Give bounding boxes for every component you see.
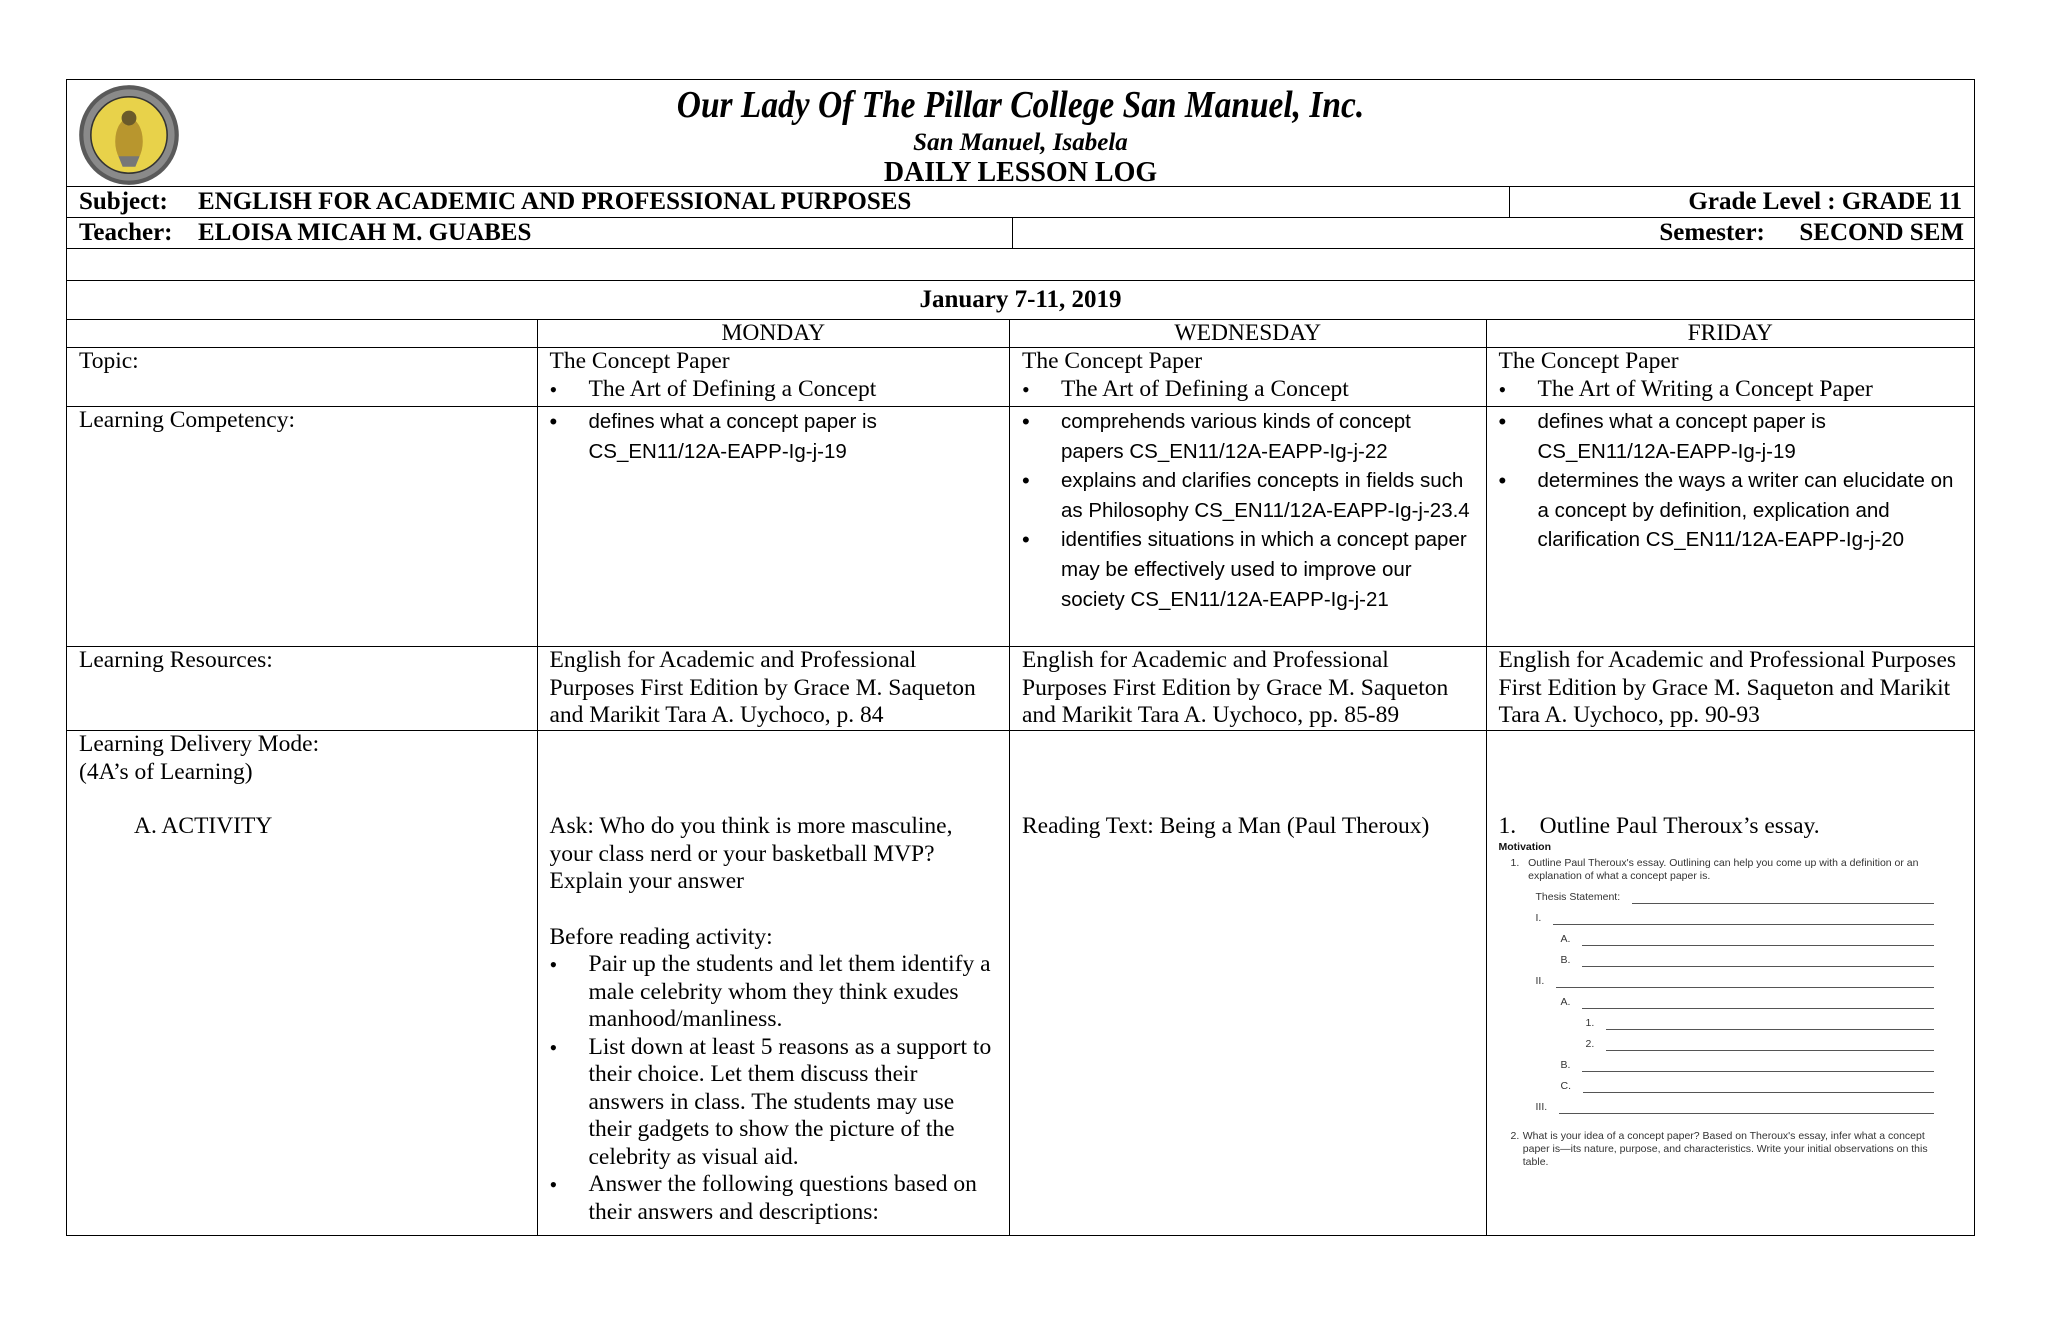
delivery-sublabel: (4A’s of Learning) — [79, 758, 253, 785]
days-row — [67, 319, 1974, 347]
blank-row — [67, 248, 1974, 280]
subject-value: ENGLISH FOR ACADEMIC AND PROFESSIONAL PURPOSES — [198, 188, 912, 215]
competency-item: • defines what a concept paper is CS_EN11/12A-EAPP-Ig-j-19 — [1499, 407, 1962, 466]
competency-item: • identifies situations in which a concept paper may be effectively used to improve our society CS_EN11/12A-EAPP-Ig-j-21 — [1022, 525, 1474, 614]
wednesday-reading-text: Reading Text: Being a Man (Paul Theroux) — [1022, 813, 1430, 839]
delivery-label-cell — [67, 731, 537, 1235]
semester-value: SECOND SEM — [1799, 219, 1964, 246]
school-seal-logo — [76, 82, 182, 188]
competency-row — [67, 406, 1974, 646]
monday-activity-item: • Pair up the students and let them identify a male celebrity whom they think exudes manhood/manliness. — [550, 951, 998, 1034]
semester-cell — [1012, 218, 1974, 248]
subject-cell — [67, 187, 1509, 217]
teacher-cell — [67, 218, 1012, 248]
competency-item: • comprehends various kinds of concept papers CS_EN11/12A-EAPP-Ig-j-22 — [1022, 407, 1474, 466]
resources-wednesday: English for Academic and Professional Purposes First Edition by Grace M. Saqueton and Marikit Tara A. Uychoco, pp. 85-89 — [1009, 647, 1486, 730]
school-name: Our Lady Of The Pillar College San Manuel, Inc. — [676, 84, 1365, 126]
competency-friday — [1486, 407, 1974, 646]
delivery-monday — [537, 731, 1010, 1235]
competency-monday — [537, 407, 1010, 646]
subject-label: Subject: — [79, 188, 168, 215]
monday-activity-item: • Answer the following questions based on their answers and descriptions: — [550, 1171, 998, 1226]
date-row — [67, 280, 1974, 319]
competency-item: • explains and clarifies concepts in fields such as Philosophy CS_EN11/12A-EAPP-Ig-j-23.4 — [1022, 466, 1474, 525]
monday-activity-item: • List down at least 5 reasons as a support to their choice. Let them discuss their answers in class. The students may use their gadgets to show the picture of the celebrity as visual aid. — [550, 1034, 998, 1172]
teacher-row — [67, 217, 1974, 248]
semester-label: Semester: — [1659, 219, 1765, 246]
topic-label: Topic: — [79, 348, 139, 374]
delivery-row — [67, 730, 1974, 1235]
competency-item: • determines the ways a writer can elucidate on a concept by definition, explication and clarification CS_EN11/12A-EAPP-Ig-j-20 — [1499, 466, 1962, 555]
competency-wednesday — [1009, 407, 1486, 646]
motivation-worksheet-image: Motivation 1. Outline Paul Theroux's essay. Outlining can help you come up with a definition or an explanation of what a concept paper is. Thesis Statement: I. A. B. II. A. 1. 2. B. C. III. 2. What is your idea of a concept paper? Based on Theroux's essay, infer what a concept paper is—its nature, purpose, and characteristics. Write your initial observations on this table. — [1499, 841, 1962, 1169]
competency-label: Learning Competency: — [79, 407, 295, 433]
grade-label: Grade Level : — [1688, 188, 1836, 215]
lesson-log-table — [66, 79, 1975, 1236]
monday-ask: Ask: Who do you think is more masculine, your class nerd or your basketball MVP? Explain your answer — [549, 813, 953, 894]
topic-friday: The Concept Paper • The Art of Writing a Concept Paper — [1486, 348, 1974, 406]
date-range: January 7-11, 2019 — [919, 286, 1122, 313]
friday-outline-item: 1. Outline Paul Theroux’s essay. — [1498, 813, 1820, 839]
teacher-value: ELOISA MICAH M. GUABES — [198, 219, 532, 246]
activity-label: A. ACTIVITY — [134, 813, 273, 839]
header-row — [67, 80, 1974, 186]
grade-value: GRADE 11 — [1841, 188, 1962, 215]
day-friday: FRIDAY — [1486, 320, 1974, 347]
resources-friday: English for Academic and Professional Purposes First Edition by Grace M. Saqueton and Marikit Tara A. Uychoco, pp. 90-93 — [1486, 647, 1974, 730]
delivery-wednesday — [1009, 731, 1486, 1235]
school-header — [67, 80, 1974, 186]
monday-before-reading: Before reading activity: — [549, 923, 773, 950]
resources-monday: English for Academic and Professional Purposes First Edition by Grace M. Saqueton and Marikit Tara A. Uychoco, p. 84 — [537, 647, 1010, 730]
delivery-label: Learning Delivery Mode: — [79, 731, 320, 757]
day-monday: MONDAY — [537, 320, 1010, 347]
resources-row — [67, 646, 1974, 730]
competency-item: • defines what a concept paper is CS_EN11/12A-EAPP-Ig-j-19 — [550, 407, 998, 466]
teacher-label: Teacher: — [79, 219, 173, 246]
resources-label: Learning Resources: — [79, 647, 273, 673]
outline-lines: Thesis Statement: I. A. B. II. A. 1. 2. B. C. III. — [1499, 883, 1934, 1114]
subject-row — [67, 186, 1974, 217]
topic-monday: The Concept Paper • The Art of Defining a Concept — [537, 348, 1010, 406]
day-wednesday: WEDNESDAY — [1009, 320, 1486, 347]
delivery-friday — [1486, 731, 1974, 1235]
topic-wednesday: The Concept Paper • The Art of Defining a Concept — [1009, 348, 1486, 406]
grade-cell — [1509, 187, 1974, 217]
document-title: DAILY LESSON LOG — [883, 157, 1158, 188]
topic-row — [67, 347, 1974, 406]
school-location: San Manuel, Isabela — [913, 129, 1128, 156]
